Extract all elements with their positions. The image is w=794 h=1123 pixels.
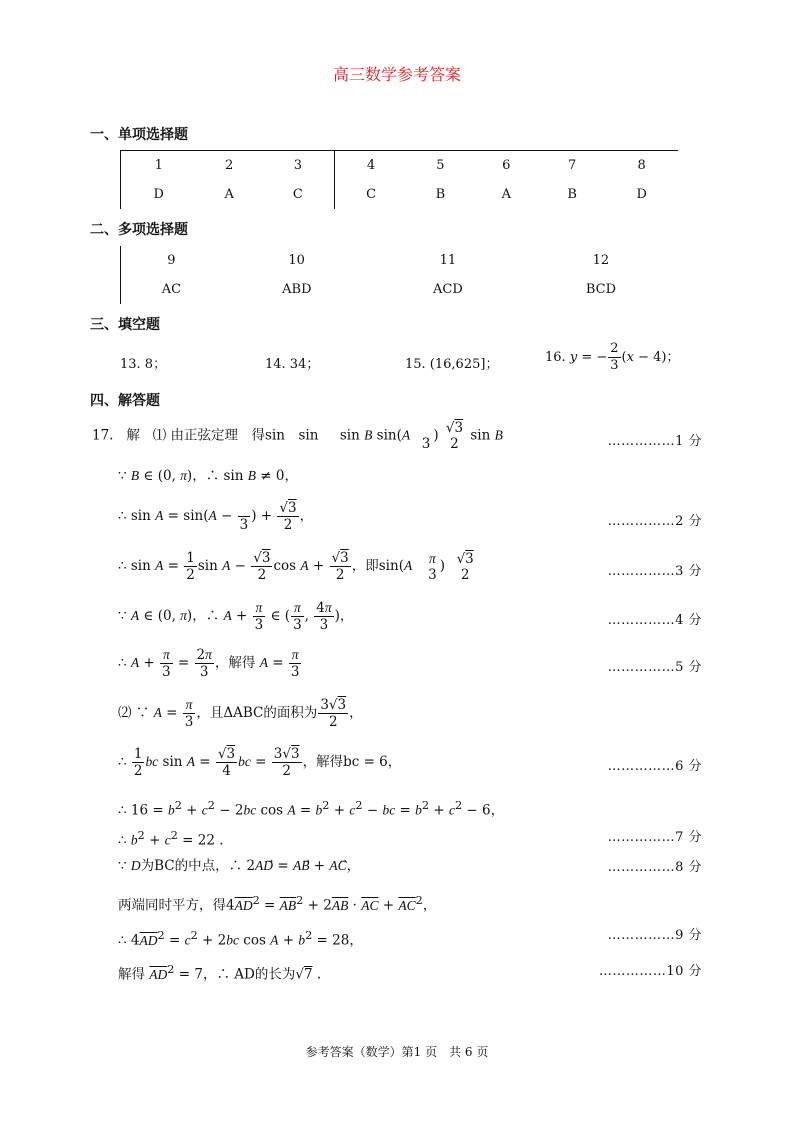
sc-number: 4 [334, 151, 407, 181]
solution-line-13: ∴ $4\overline{AD}^2 = c^2 + 2bc$ $\cos A + b^2 = 28$， [118, 929, 363, 949]
fill-16-label: 16. [545, 350, 566, 365]
mc-number: 10 [288, 253, 305, 268]
solution-line-14: 解得 $\overline{AD}^2 = 7$，∴ AD的长为√7 . [118, 963, 322, 983]
fill-answer-15: 15. (16,625]； [405, 357, 499, 372]
q17-line14-tail: ，∴ AD的长为 [202, 966, 296, 983]
sc-answer: C [334, 180, 407, 209]
sc-number: 8 [637, 158, 646, 173]
sc-answer: D [121, 180, 197, 209]
q17-line14-text: 解得 [118, 966, 145, 983]
q17-line7-text: ，且ΔABC的面积为 [196, 705, 318, 721]
sc-answer: A [501, 187, 511, 202]
multi-choice-table [120, 246, 678, 304]
section-heading-single-choice: 一、单项选择题 [90, 127, 188, 143]
sc-answer: B [567, 187, 577, 202]
sc-number: 5 [436, 158, 445, 173]
section-heading-fill-blank: 三、填空题 [90, 317, 160, 333]
solution-line-2: ∵ B ∈ (0, π)，∴ sin B ≠ 0， [118, 468, 298, 484]
solution-line-8: ∴ $\frac{1}{2}$ bc sin A = $\frac{√3}{4}$ bc = $\frac{3√3}{2}$ ，解得bc = 6， [118, 746, 402, 779]
mc-number: 11 [439, 253, 457, 268]
sc-number: 6 [502, 158, 511, 173]
sc-answer: A [224, 187, 234, 202]
solution-line-6: ∴ A + $\frac{\pi}{3}$ = $\frac{2\pi}{3}$ ，解得 A = $\frac{\pi}{3}$ [118, 647, 300, 680]
q17-line11-text: 为BC的中点，∴ [140, 858, 243, 874]
solution-line-4: ∴ sin A = $\frac{1}{2}$ sin A − $\frac{√3}{2}$ cos A + $\frac{√3}{2}$ ，即sin(A π 3 ) √3 2 [118, 550, 474, 583]
mc-answer: BCD [585, 282, 617, 297]
fill-16-suffix: ； [666, 350, 680, 365]
sc-answer: D [636, 187, 647, 202]
q17-label: 17. [92, 427, 114, 444]
score-2: ……………2 分 [607, 514, 702, 529]
sc-number: 1 [121, 151, 197, 181]
score-7: ……………7 分 [607, 830, 702, 845]
q17-solve-bc: ，解得bc = 6， [302, 754, 402, 770]
page-title: 高三数学参考答案 [332, 65, 461, 84]
solution-line-11: ∵ D为BC的中点，∴ 2AD⃗ = AB⃗ + AC⃗， [118, 858, 361, 874]
solution-line-1: 17. 解 ⑴ 由正弦定理 得sin sin sin B sin(A 3 ) √3 2 sin B [92, 420, 503, 452]
score-5: ……………5 分 [607, 660, 702, 675]
fill-answer-14: 14. 34； [265, 357, 320, 372]
section-heading-solution: 四、解答题 [90, 393, 160, 409]
fill-answer-16: 16. y = − $\frac{2}{3}$ (x − 4)； [545, 341, 680, 373]
q17-jiede: ，解得 [214, 655, 256, 671]
score-10: ……………10 分 [598, 964, 702, 979]
q17-line1-text: 由正弦定理 得sin sin [170, 427, 319, 444]
solution-line-5: ∵ A ∈ (0, π)，∴ A + $\frac{\pi}{3}$ ∈ ( $\frac{\pi}{3}$ , $\frac{4\pi}{3}$ )， [118, 600, 354, 633]
solution-line-10: ∴ $b^2 + c^2 = 22$ . [118, 829, 224, 849]
mc-answer: AC [121, 275, 222, 304]
q17-jie: 解 [126, 427, 140, 444]
solution-line-7: ⑵ ∵ A = $\frac{\pi}{3}$ ，且ΔABC的面积为 $\frac{3√3}{2}$ ， [118, 697, 363, 730]
page-footer: 参考答案（数学）第1 页 共 6 页 [305, 1045, 489, 1059]
sc-answer: C [292, 187, 303, 202]
mc-answer: ABD [282, 282, 312, 297]
mc-answer: ACD [432, 282, 463, 297]
solution-line-12: 两端同时平方，得$4\overline{AD}^2 = \overline{AB}^2 + 2\overline{AB} \cdot \overline{AC} + \overline{AC}^2$， [118, 894, 437, 914]
solution-line-9: ∴ $16 = b^2 + c^2 - 2bc$ $\cos A = b^2 + c^2$ − bc = $b^2 + c^2 - 6$， [118, 799, 505, 819]
fill-answer-13: 13. 8； [120, 357, 167, 372]
mc-number: 9 [121, 246, 222, 275]
q17-part2: ⑵ [118, 705, 132, 721]
sc-answer: B [435, 187, 446, 202]
mc-number: 12 [592, 253, 610, 268]
sc-number: 2 [225, 158, 234, 173]
section-heading-multi-choice: 二、多项选择题 [90, 222, 188, 238]
score-8: ……………8 分 [607, 860, 702, 875]
sc-number: 3 [293, 158, 303, 173]
score-9: ……………9 分 [607, 928, 702, 943]
score-3: ……………3 分 [607, 564, 702, 579]
q17-ji: ，即sin [351, 558, 399, 574]
score-6: ……………6 分 [607, 759, 702, 774]
q17-line12-text: 两端同时平方，得 [118, 897, 226, 914]
score-1: ……………1 分 [607, 434, 702, 449]
score-4: ……………4 分 [607, 613, 702, 628]
sc-number: 7 [568, 158, 577, 173]
solution-line-3: ∴ sin A = sin(A − 3 ) + $\frac{√3}{2}$ ， [118, 500, 314, 533]
single-choice-table [120, 150, 678, 209]
q17-part1: ⑴ [152, 427, 167, 444]
